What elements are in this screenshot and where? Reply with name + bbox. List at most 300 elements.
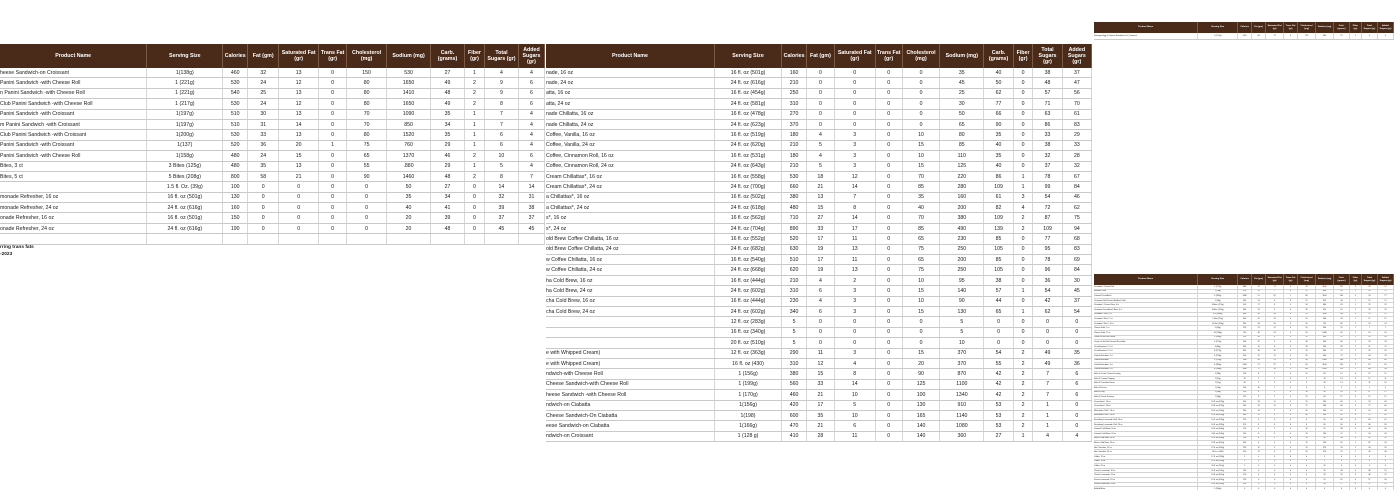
nutrition-value-cell: 16 fl. oz (478g): [1198, 399, 1238, 404]
nutrition-value-cell: 890: [782, 223, 807, 233]
table-row: [546, 400, 1092, 410]
nutrition-value-cell: 105: [984, 244, 1013, 254]
nutrition-value-cell: 29: [1361, 303, 1377, 308]
nutrition-value-cell: 14: [279, 119, 319, 129]
nutrition-value-cell: 1: [1349, 344, 1361, 349]
nutrition-value-cell: 0: [875, 192, 902, 202]
nutrition-value-cell: 0: [1361, 464, 1377, 469]
footnotes: [0, 244, 34, 258]
nutrition-value-cell: 83: [1062, 119, 1091, 129]
nutrition-value-cell: 75: [902, 265, 940, 275]
nutrition-value-cell: 0: [1284, 376, 1298, 381]
nutrition-value-cell: 19: [1252, 344, 1266, 349]
column-header: Sodium (mg): [940, 44, 984, 68]
column-header: Fat (gm): [807, 44, 835, 68]
nutrition-value-cell: 0: [1349, 418, 1361, 423]
product-name: Cheese Sandwich-with Cheese Roll: [546, 381, 629, 388]
nutrition-value-cell: 78: [1033, 255, 1062, 265]
nutrition-value-cell: 30: [1062, 275, 1091, 285]
nutrition-value-cell: 21: [1377, 298, 1393, 303]
nutrition-value-cell: 0: [1284, 289, 1298, 294]
nutrition-value-cell: 140: [902, 431, 940, 441]
nutrition-value-cell: 35: [248, 161, 279, 171]
nutrition-value-cell: 35: [387, 192, 431, 202]
product-name-cell: [546, 140, 714, 150]
nutrition-value-cell: 32: [248, 68, 279, 78]
nutrition-value-cell: 49: [1361, 445, 1377, 450]
nutrition-value-cell: 24 fl. oz (623g): [714, 119, 781, 129]
nutrition-value-cell: 1: [1013, 431, 1033, 441]
nutrition-value-cell: 24: [1252, 404, 1266, 409]
product-name: Cheese Stixlr, 10 ct: [1094, 331, 1111, 334]
nutrition-value-cell: 3: [1266, 445, 1284, 450]
nutrition-value-cell: 1: [319, 140, 347, 150]
nutrition-value-cell: 99: [1033, 182, 1062, 192]
nutrition-value-cell: 13: [279, 161, 319, 171]
nutrition-value-cell: 210: [1238, 427, 1252, 432]
nutrition-value-cell: 23: [1266, 358, 1284, 363]
nutrition-value-cell: 170: [1298, 33, 1316, 40]
product-name: Caramel Cold Brew, 24 oz: [1094, 432, 1116, 435]
nutrition-value-cell: 0: [1298, 487, 1316, 490]
nutrition-value-cell: 0: [875, 369, 902, 379]
table-row: [546, 286, 1092, 296]
product-name-cell: [546, 244, 714, 254]
nutrition-value-cell: 0: [1349, 395, 1361, 400]
product-name-cell: [0, 192, 147, 202]
nutrition-value-cell: 4: [807, 296, 835, 306]
product-name: Cinnachino®, 24 oz: [1094, 405, 1111, 408]
nutrition-value-cell: 24: [1361, 321, 1377, 326]
nutrition-value-cell: 80: [347, 130, 387, 140]
nutrition-value-cell: 75: [347, 140, 387, 150]
nutrition-value-cell: 6: [518, 88, 544, 98]
nutrition-value-cell: 0: [1284, 358, 1298, 363]
nutrition-value-cell: 0: [1284, 432, 1298, 437]
nutrition-value-cell: 310: [1238, 450, 1252, 455]
nutrition-value-cell: 11: [834, 431, 875, 441]
nutrition-value-cell: 65: [1316, 422, 1334, 427]
nutrition-value-cell: 54: [1361, 432, 1377, 437]
product-name: Side of Icing: [1094, 391, 1105, 394]
nutrition-value-cell: 0: [1334, 487, 1350, 490]
nutrition-value-cell: 0: [1013, 338, 1033, 348]
nutrition-value-cell: 530: [223, 78, 248, 88]
nutrition-value-cell: 49: [431, 99, 465, 109]
nutrition-value-cell: 55: [1334, 450, 1350, 455]
nutrition-value-cell: 250: [782, 88, 807, 98]
nutrition-value-cell: 55: [984, 358, 1013, 368]
nutrition-value-cell: 1460: [387, 171, 431, 181]
nutrition-value-cell: 0: [1349, 422, 1361, 427]
nutrition-value-cell: 50: [1252, 358, 1266, 363]
nutrition-value-cell: 200: [1316, 413, 1334, 418]
nutrition-value-cell: 4: [807, 151, 835, 161]
nutrition-value-cell: 60: [1316, 372, 1334, 377]
nutrition-value-cell: 150: [347, 68, 387, 78]
nutrition-value-cell: 0: [1266, 422, 1284, 427]
nutrition-value-cell: [147, 234, 223, 244]
column-header: Calories: [1238, 274, 1252, 285]
nutrition-value-cell: 250: [940, 265, 984, 275]
nutrition-value-cell: 520: [782, 234, 807, 244]
nutrition-value-cell: 44: [1334, 436, 1350, 441]
nutrition-value-cell: 4: [1252, 436, 1266, 441]
nutrition-value-cell: 16 fl. oz (502g): [1198, 409, 1238, 414]
table-row: [546, 410, 1092, 420]
nutrition-value-cell: 17: [807, 234, 835, 244]
nutrition-value-cell: 35: [431, 109, 465, 119]
product-name-cell: [0, 171, 147, 181]
table-row: [546, 99, 1092, 109]
nutrition-value-cell: 3: [834, 348, 875, 358]
nutrition-value-cell: 0: [1349, 468, 1361, 473]
nutrition-value-cell: 6: [1266, 298, 1284, 303]
nutrition-value-cell: 1100: [1238, 358, 1252, 363]
nutrition-value-cell: 5: [834, 400, 875, 410]
nutrition-value-cell: 0: [1033, 338, 1062, 348]
nutrition-value-cell: 32: [484, 192, 518, 202]
table-row: [546, 161, 1092, 171]
nutrition-value-cell: 13: [834, 244, 875, 254]
column-header: Fat (gm): [248, 44, 279, 68]
nutrition-value-cell: 58: [1361, 285, 1377, 289]
nutrition-value-cell: 34: [431, 119, 465, 129]
column-header: Serving Size: [714, 44, 781, 68]
nutrition-value-cell: 8: [484, 171, 518, 181]
nutrition-value-cell: 41: [431, 203, 465, 213]
nutrition-value-cell: 0: [1284, 404, 1298, 409]
product-name: CinnaSweeties™, 4 ct: [1094, 345, 1113, 348]
nutrition-value-cell: 140: [940, 286, 984, 296]
nutrition-value-cell: 230: [1316, 344, 1334, 349]
nutrition-value-cell: 3: [834, 151, 875, 161]
product-name-cell: [546, 203, 714, 213]
nutrition-value-cell: 24 fl. oz (620g): [714, 140, 781, 150]
nutrition-value-cell: 22: [1252, 317, 1266, 322]
nutrition-value-cell: 56: [1062, 88, 1091, 98]
nutrition-value-cell: 0: [1062, 327, 1091, 337]
nutrition-value-cell: 50: [1316, 418, 1334, 423]
nutrition-value-cell: 0: [1033, 317, 1062, 327]
nutrition-value-cell: 0: [1298, 454, 1316, 459]
nutrition-value-cell: 0: [1013, 296, 1033, 306]
nutrition-value-cell: 10: [484, 151, 518, 161]
nutrition-value-cell: 60: [1377, 404, 1393, 409]
nutrition-value-cell: 51: [1252, 294, 1266, 299]
nutrition-value-cell: 1(200g): [147, 130, 223, 140]
nutrition-value-cell: 24 fl. oz (616g): [714, 78, 781, 88]
nutrition-value-cell: 85: [984, 234, 1013, 244]
nutrition-value-cell: 0: [834, 119, 875, 129]
table-row: [0, 140, 545, 150]
nutrition-value-cell: 95: [940, 275, 984, 285]
nutrition-value-cell: 550: [1238, 353, 1252, 358]
column-header: Fat (gm): [1252, 274, 1266, 285]
nutrition-value-cell: 16 fl. oz (454g): [714, 88, 781, 98]
nutrition-value-cell: 29: [431, 161, 465, 171]
nutrition-value-cell: 0: [902, 327, 940, 337]
nutrition-value-cell: 1(137): [147, 140, 223, 150]
table-row: [546, 421, 1092, 431]
nutrition-value-cell: 12: [1252, 450, 1266, 455]
nutrition-value-cell: 21: [279, 171, 319, 181]
nutrition-value-cell: 0: [984, 338, 1013, 348]
column-header: Cholesterol (mg): [902, 44, 940, 68]
product-name: Hot Chocolate, 16 oz: [1094, 451, 1112, 454]
product-name: s*, 16 oz: [546, 215, 567, 222]
table-row: [0, 223, 545, 233]
nutrition-value-cell: 1: [1349, 298, 1361, 303]
nutrition-value-cell: 100: [223, 182, 248, 192]
nutrition-value-cell: 1: [1252, 381, 1266, 386]
nutrition-value-cell: 12: [807, 358, 835, 368]
product-name: nade Chillatta, 16 oz: [546, 111, 594, 118]
nutrition-value-cell: 1410: [387, 88, 431, 98]
nutrition-value-cell: 0: [279, 213, 319, 223]
nutrition-value-cell: 0: [1298, 477, 1316, 482]
nutrition-value-cell: 38: [1252, 349, 1266, 354]
nutrition-value-cell: 140: [902, 421, 940, 431]
nutrition-value-cell: 0: [1284, 303, 1298, 308]
product-name-cell: [546, 130, 714, 140]
column-header: Sodium (mg): [1316, 22, 1334, 33]
nutrition-value-cell: 720: [1316, 321, 1334, 326]
table-row: [0, 88, 545, 98]
nutrition-value-cell: 1 (21g): [1198, 376, 1238, 381]
nutrition-value-cell: 90: [1334, 422, 1350, 427]
nutrition-value-cell: 11: [1266, 399, 1284, 404]
product-name: n Panini Sandwich -with Cheese Roll: [0, 90, 85, 97]
nutrition-value-cell: 0: [248, 192, 279, 202]
nutrition-value-cell: 83: [1377, 422, 1393, 427]
nutrition-value-cell: 45: [1377, 399, 1393, 404]
nutrition-value-cell: 7: [1266, 289, 1284, 294]
nutrition-value-cell: 50: [387, 182, 431, 192]
product-name-cell: [0, 182, 147, 192]
nutrition-value-cell: 310: [782, 286, 807, 296]
product-name: e with Whipped Cream): [546, 350, 601, 357]
nutrition-value-cell: 0: [902, 119, 940, 129]
nutrition-value-cell: 0: [807, 327, 835, 337]
nutrition-value-cell: 11: [807, 348, 835, 358]
nutrition-value-cell: 45: [484, 223, 518, 233]
nutrition-value-cell: 66: [1334, 418, 1350, 423]
nutrition-value-cell: 0: [807, 317, 835, 327]
product-name: Cinnabon® Classic Bites, 4 ct: [1094, 304, 1119, 307]
nutrition-value-cell: 10: [1298, 427, 1316, 432]
nutrition-sheet-page-3: [1094, 22, 1394, 40]
nutrition-value-cell: 49: [431, 78, 465, 88]
nutrition-value-cell: 127: [1334, 285, 1350, 289]
nutrition-value-cell: 37: [518, 213, 544, 223]
nutrition-value-cell: 1090: [387, 109, 431, 119]
column-header: Saturated Fat (gr): [834, 44, 875, 68]
product-name: Frozen Lemonade, 24 oz: [1094, 483, 1116, 486]
nutrition-value-cell: 12: [834, 171, 875, 181]
nutrition-value-cell: 3: [1349, 409, 1361, 414]
nutrition-value-cell: 0: [902, 68, 940, 78]
column-header: Saturated Fat (gr): [1266, 274, 1284, 285]
nutrition-value-cell: 0: [807, 338, 835, 348]
product-name-cell: [0, 223, 147, 233]
nutrition-value-cell: 0: [1266, 454, 1284, 459]
nutrition-value-cell: 900: [1316, 33, 1334, 40]
nutrition-value-cell: 310: [1238, 482, 1252, 487]
table-row: [0, 130, 545, 140]
nutrition-value-cell: 0: [347, 182, 387, 192]
nutrition-value-cell: 49: [1033, 358, 1062, 368]
nutrition-value-cell: 61: [984, 192, 1013, 202]
nutrition-value-cell: 50: [1334, 289, 1350, 294]
product-name: monade Refresher, 24 oz: [0, 204, 59, 211]
column-header: Saturated Fat (gr): [279, 44, 319, 68]
nutrition-value-cell: 0: [1013, 255, 1033, 265]
nutrition-value-cell: 0: [1252, 459, 1266, 464]
nutrition-value-cell: 540: [223, 88, 248, 98]
product-name: Hot Chocolate, 12 oz: [1094, 446, 1112, 449]
table-row: [546, 68, 1092, 78]
product-name-cell: [0, 99, 147, 109]
column-header: Added Sugars (gr): [518, 44, 544, 68]
nutrition-sheet-page-1: [0, 44, 545, 274]
product-name: nade, 24 oz: [546, 80, 574, 87]
product-name: Side of Chocolate Sauce: [1094, 382, 1115, 385]
nutrition-value-cell: 4: [518, 109, 544, 119]
nutrition-value-cell: 0: [834, 78, 875, 88]
nutrition-value-cell: 2: [1013, 348, 1033, 358]
nutrition-value-cell: 16 fl. oz (444g): [714, 275, 781, 285]
nutrition-value-cell: 37: [1377, 468, 1393, 473]
nutrition-value-cell: 0: [1298, 386, 1316, 391]
nutrition-value-cell: 46: [1062, 192, 1091, 202]
table-row: [546, 265, 1092, 275]
nutrition-value-cell: 125: [902, 379, 940, 389]
nutrition-value-cell: 540: [1316, 326, 1334, 331]
nutrition-sheet-page-4: [1094, 274, 1394, 490]
nutrition-value-cell: 420: [1238, 399, 1252, 404]
nutrition-value-cell: 33: [1377, 353, 1393, 358]
table-row: [0, 161, 545, 171]
nutrition-value-cell: 25: [1298, 317, 1316, 322]
nutrition-value-cell: 0: [1284, 298, 1298, 303]
nutrition-value-cell: 1080: [1238, 294, 1252, 299]
nutrition-value-cell: 6 (540g): [1198, 367, 1238, 372]
nutrition-value-cell: 0: [807, 119, 835, 129]
nutrition-value-cell: 6: [1062, 390, 1091, 400]
nutrition-value-cell: 139: [984, 223, 1013, 233]
column-header: Total Sugars (gr): [1361, 274, 1377, 285]
nutrition-value-cell: 370: [1316, 445, 1334, 450]
nutrition-value-cell: 12: [1377, 372, 1393, 377]
nutrition-value-cell: 8: [484, 99, 518, 109]
nutrition-value-cell: 1080: [940, 421, 984, 431]
nutrition-value-cell: 210: [782, 275, 807, 285]
nutrition-value-cell: 50: [1298, 321, 1316, 326]
nutrition-value-cell: 24 fl. oz (581g): [714, 99, 781, 109]
nutrition-value-cell: 3: [834, 130, 875, 140]
product-name-cell: [546, 379, 714, 389]
nutrition-value-cell: 65: [902, 234, 940, 244]
product-name: Coffee, 12 oz: [1094, 455, 1106, 458]
nutrition-value-cell: 0: [1284, 468, 1298, 473]
nutrition-value-cell: 2: [1349, 330, 1361, 335]
nutrition-value-cell: 2: [1013, 410, 1033, 420]
nutrition-value-cell: 0: [1298, 418, 1316, 423]
table-row: [0, 78, 545, 88]
column-header: Fiber (gr): [1349, 274, 1361, 285]
nutrition-value-cell: 29: [1377, 303, 1393, 308]
product-name: nade Chillatta, 24 oz: [546, 121, 594, 128]
nutrition-value-cell: 16 fl. oz (558g): [714, 171, 781, 181]
nutrition-value-cell: 17: [1266, 33, 1284, 40]
nutrition-value-cell: 1: [1361, 386, 1377, 391]
nutrition-value-cell: 0: [1349, 427, 1361, 432]
nutrition-value-cell: 4: [1377, 33, 1393, 40]
nutrition-value-cell: 0: [875, 203, 902, 213]
nutrition-value-cell: 3: [834, 296, 875, 306]
nutrition-value-cell: 40: [984, 161, 1013, 171]
nutrition-value-cell: 0: [1284, 349, 1298, 354]
column-header: Serving Size: [1198, 22, 1238, 33]
column-header: Trans Fat (gr): [1284, 22, 1298, 33]
nutrition-value-cell: 1: [1349, 432, 1361, 437]
table-row: [0, 68, 545, 78]
nutrition-value-cell: 40: [1298, 413, 1316, 418]
nutrition-value-cell: 53: [1361, 312, 1377, 317]
nutrition-value-cell: 0: [1013, 151, 1033, 161]
nutrition-value-cell: 0: [875, 255, 902, 265]
nutrition-value-cell: 0: [875, 119, 902, 129]
nutrition-value-cell: 90: [1316, 436, 1334, 441]
nutrition-value-cell: 109: [1033, 223, 1062, 233]
nutrition-value-cell: 0: [984, 317, 1013, 327]
column-header: Added Sugars (gr): [1377, 22, 1393, 33]
product-name: Strawberry Lemonade Chill, 24 oz: [1094, 423, 1123, 426]
nutrition-value-cell: 0: [1252, 422, 1266, 427]
product-name: m Panini Sandwich -with Croissant: [0, 121, 80, 128]
nutrition-value-cell: 12: [1266, 326, 1284, 331]
nutrition-value-cell: 0: [1284, 409, 1298, 414]
nutrition-value-cell: 5: [1238, 464, 1252, 469]
nutrition-value-cell: 0: [319, 88, 347, 98]
nutrition-value-cell: 84: [1062, 265, 1091, 275]
nutrition-value-cell: 1: [464, 130, 484, 140]
table-row: [546, 327, 1092, 337]
nutrition-value-cell: 120: [1238, 395, 1252, 400]
product-name-cell: [546, 338, 714, 348]
nutrition-value-cell: 6: [518, 78, 544, 88]
nutrition-value-cell: 24 fl. oz (581g): [1198, 482, 1238, 487]
nutrition-value-cell: 3: [1349, 363, 1361, 368]
product-name: Cream Chillattas*, 16 oz: [546, 173, 602, 180]
nutrition-value-cell: 5: [1298, 376, 1316, 381]
product-name-cell: [546, 234, 714, 244]
product-name: Side of Classic Frosting: [1094, 396, 1114, 399]
nutrition-value-cell: 15: [1298, 432, 1316, 437]
product-name: CinnaSweeties™, 8 ct: [1094, 350, 1113, 353]
nutrition-sheet-page-2: [546, 44, 1092, 454]
product-name: Mocha Cold Brew, 16 oz: [1094, 437, 1115, 440]
nutrition-value-cell: 6: [807, 306, 835, 316]
product-name-cell: [0, 119, 147, 129]
nutrition-value-cell: 16 fl. oz (444g): [1198, 436, 1238, 441]
nutrition-value-cell: 0: [1349, 464, 1361, 469]
nutrition-value-cell: 9: [484, 88, 518, 98]
product-name: Mocha Cold Brew, 24 oz: [1094, 441, 1115, 444]
nutrition-value-cell: 11: [1377, 376, 1393, 381]
nutrition-value-cell: 1 (28g): [1198, 372, 1238, 377]
